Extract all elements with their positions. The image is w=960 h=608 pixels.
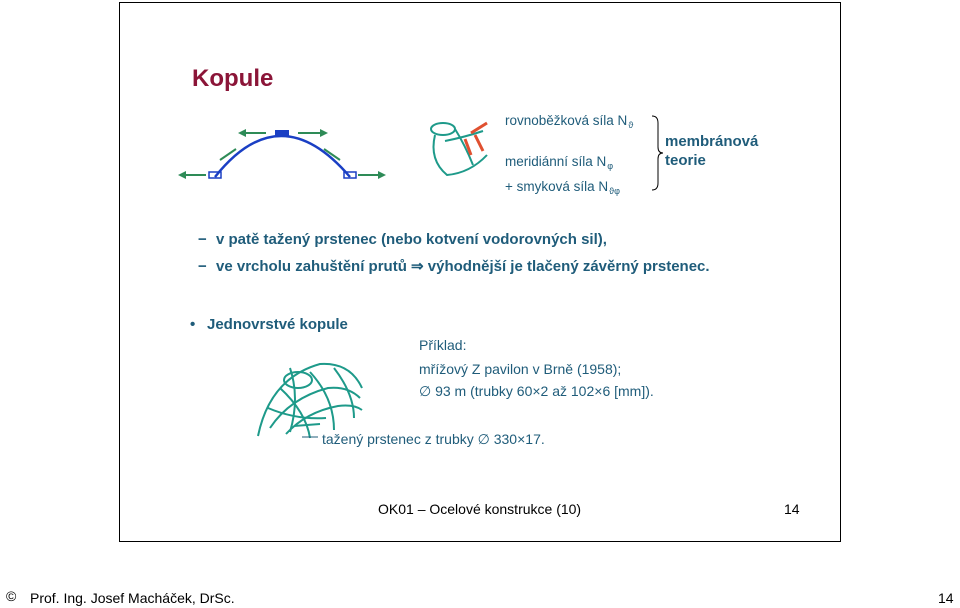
ring-end: 17. [525, 431, 545, 447]
force-meridian [505, 154, 613, 169]
diameter-symbol: ∅ [477, 431, 490, 447]
page-number: 14 [938, 590, 954, 606]
dash-item-text: ve vrcholu zahuštění prutů ⇒ výhodnější je tlačený závěrný prstenec. [216, 258, 710, 275]
membrane-label-line1: membránová [665, 133, 759, 150]
example-line2-part3: 6 [mm]). [602, 383, 654, 399]
slide-title: Kopule [192, 65, 274, 92]
slide-page-number: 14 [784, 501, 800, 517]
brace-icon [650, 115, 664, 191]
dome-arch-figure [170, 115, 370, 190]
ring-pointer-line [300, 431, 320, 441]
membrane-label-line2: teorie [665, 152, 706, 169]
times-symbol: × [532, 383, 541, 399]
force-parallel-subscript: ϑ [628, 120, 634, 130]
example-line1: mřížový Z pavilon v Brně (1958); [419, 361, 622, 377]
force-meridian-subscript: φ [607, 161, 614, 171]
force-parallel [505, 113, 633, 128]
course-footer: OK01 – Ocelové konstrukce (10) [378, 501, 582, 517]
ring-dims: 330 [489, 431, 518, 447]
force-shear-label: + smyková síla N [505, 179, 609, 194]
force-meridian-label: meridiánní síla N [505, 154, 607, 169]
membrane-theory-label [665, 132, 758, 170]
example-line2 [419, 383, 654, 400]
dash-marker: − [198, 258, 207, 275]
bullet-text: Jednovrstvé kopule [207, 316, 348, 333]
slide [119, 2, 841, 542]
dash-item-text: v patě tažený prstenec (nebo kotvení vodorovných sil), [216, 231, 607, 248]
shell-element-figure [425, 115, 500, 190]
author-name: Prof. Ing. Josef Macháček, DrSc. [30, 590, 235, 606]
bullet-item [190, 316, 348, 333]
example-line2-part2: 2 až 102 [540, 383, 595, 399]
copyright-symbol: © [6, 588, 17, 604]
ring-description [322, 431, 545, 448]
example-line2-part1: 93 m (trubky 60 [431, 383, 533, 399]
times-symbol: × [517, 431, 526, 447]
force-parallel-label: rovnoběžková síla N [505, 113, 628, 128]
force-shear [505, 179, 620, 194]
bullet-marker: • [190, 316, 196, 333]
example-heading: Příklad: [419, 337, 467, 353]
dash-marker: − [198, 231, 207, 248]
diameter-symbol: ∅ [419, 383, 432, 399]
dash-item-2 [198, 257, 710, 275]
dash-item-1 [198, 231, 607, 248]
force-shear-subscript: ϑφ [609, 186, 620, 196]
times-symbol: × [594, 383, 603, 399]
ring-text: tažený prstenec z trubky [322, 431, 478, 447]
